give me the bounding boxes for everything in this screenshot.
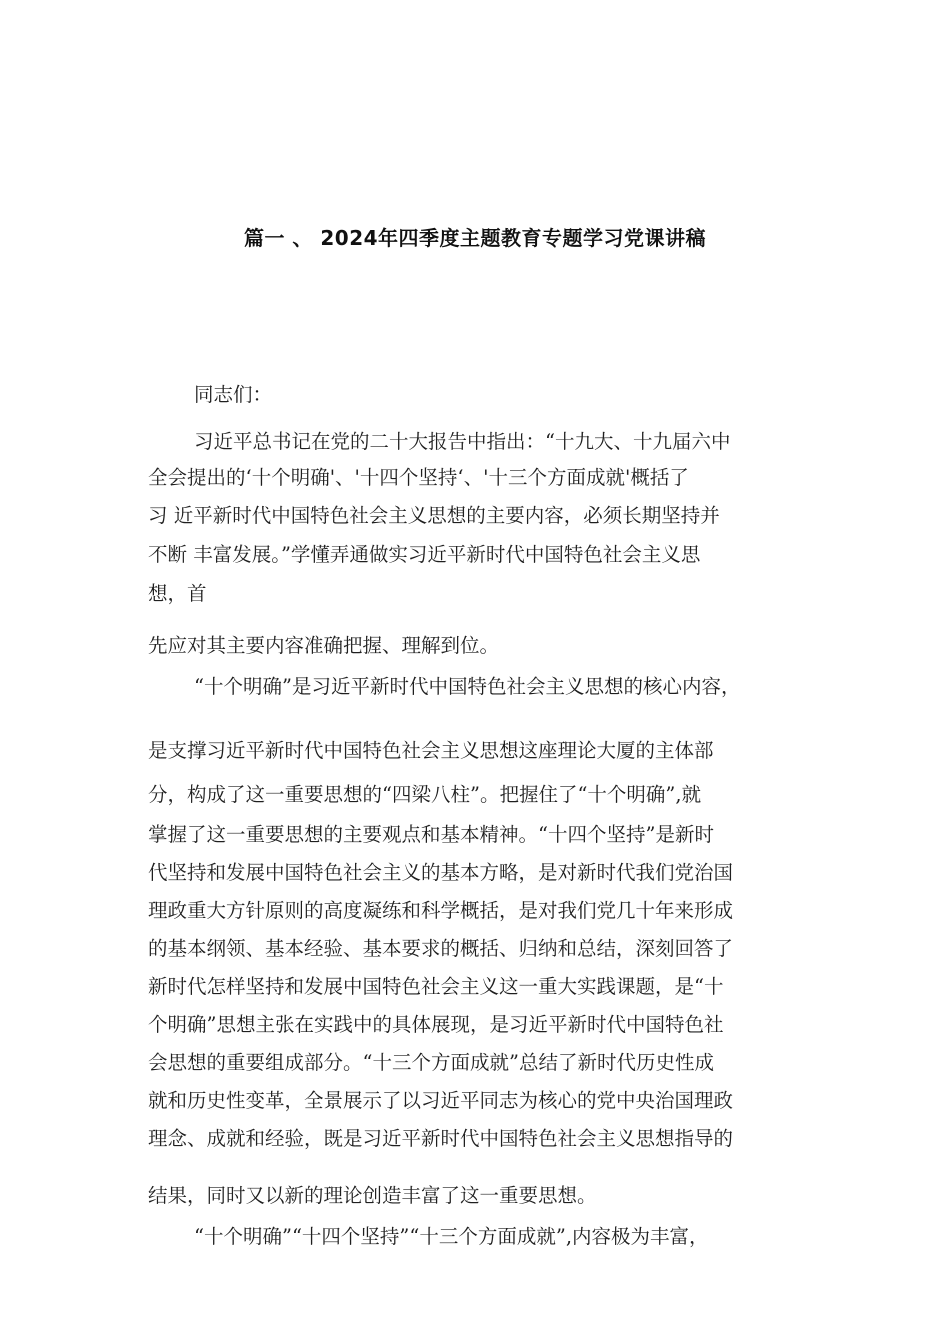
paragraph-line: 习 近平新时代中国特色社会主义思想的主要内容，必须长期坚持并 xyxy=(148,504,720,527)
paragraph-line: 习近平总书记在党的二十大报告中指出：“十九大、十九届六中 xyxy=(194,430,731,453)
paragraph-line: 就和历史性变革，全景展示了以习近平同志为核心的党中央治国理政 xyxy=(148,1089,734,1112)
paragraph-line: 新时代怎样坚持和发展中国特色社会主义这一重大实践课题，是“十 xyxy=(148,975,724,998)
paragraph-line: 掌握了这一重要思想的主要观点和基本精神。“十四个坚持”是新时 xyxy=(148,823,714,846)
paragraph-line: 全会提出的‘十个明确'、'十四个坚持‘、'十三个方面成就'概括了 xyxy=(148,466,689,489)
document-title: 篇一 、 2024年四季度主题教育专题学习党课讲稿 xyxy=(243,226,707,250)
paragraph-line: 先应对其主要内容准确把握、理解到位。 xyxy=(148,634,500,657)
paragraph-line: 分，构成了这一重要思想的“四梁八柱”。把握住了“十个明确”,就 xyxy=(148,783,702,806)
paragraph-line: 代坚持和发展中国特色社会主义的基本方略，是对新时代我们党治国 xyxy=(148,861,734,884)
paragraph-line: 是支撑习近平新时代中国特色社会主义思想这座理论大厦的主体部 xyxy=(148,739,714,762)
paragraph-line: “十个明确”“十四个坚持”“十三个方面成就”,内容极为丰富， xyxy=(194,1225,709,1248)
paragraph-line: 理政重大方针原则的高度凝练和科学概括，是对我们党几十年来形成 xyxy=(148,899,734,922)
paragraph-line: 会思想的重要组成部分。“十三个方面成就”总结了新时代历史性成 xyxy=(148,1051,714,1074)
paragraph-line: 想，首 xyxy=(148,582,207,605)
paragraph-line: 理念、成就和经验，既是习近平新时代中国特色社会主义思想指导的 xyxy=(148,1127,734,1150)
paragraph-line: 的基本纲领、基本经验、基本要求的概括、归纳和总结，深刻回答了 xyxy=(148,937,734,960)
paragraph-line: “十个明确”是习近平新时代中国特色社会主义思想的核心内容， xyxy=(194,675,741,698)
paragraph-line: 个明确”思想主张在实践中的具体展现，是习近平新时代中国特色社 xyxy=(148,1013,724,1036)
paragraph-line: 结果，同时又以新的理论创造丰富了这一重要思想。 xyxy=(148,1184,597,1207)
paragraph-line: 不断 丰富发展。”学懂弄通做实习近平新时代中国特色社会主义思 xyxy=(148,543,701,566)
salutation: 同志们： xyxy=(194,383,273,406)
